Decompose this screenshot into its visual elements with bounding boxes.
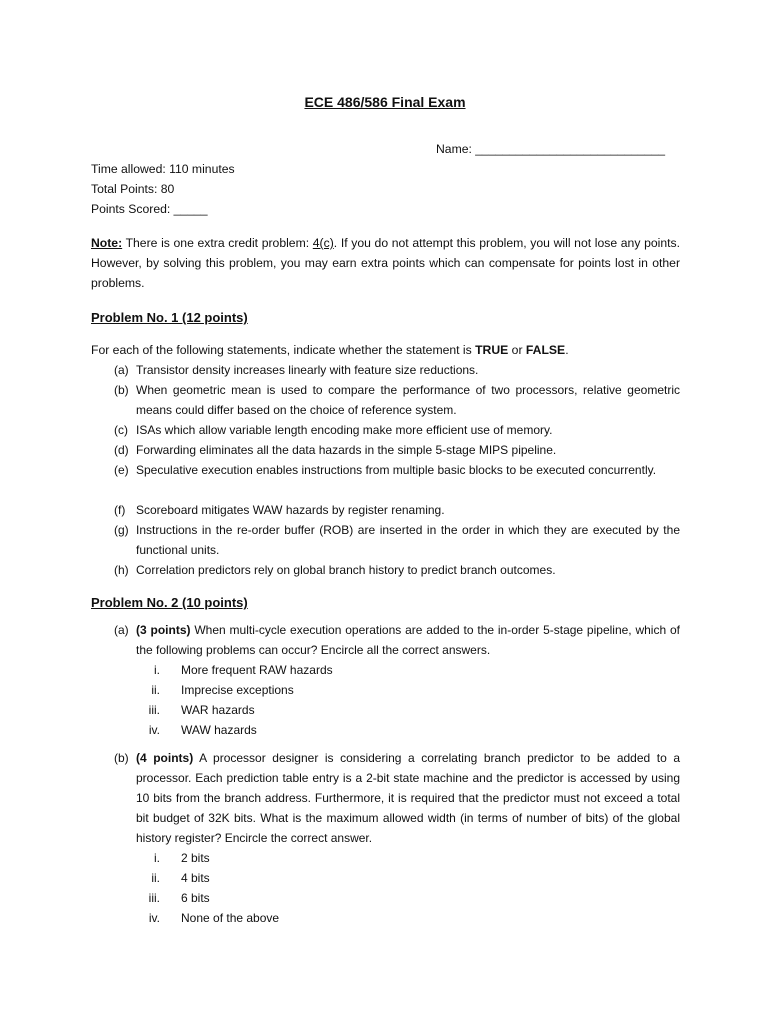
statement-label: (f) (114, 503, 126, 517)
statement-label: (c) (114, 423, 128, 437)
problem1-statement-d (114, 440, 680, 460)
problem2-part-a (114, 620, 680, 660)
part-label: (b) (114, 751, 129, 765)
option-text: None of the above (181, 911, 280, 925)
problem1-statement-f (114, 500, 680, 520)
option-number: iii. (148, 703, 160, 717)
option-number: iv. (148, 723, 160, 737)
statement-text: ISAs which allow variable length encoding make more efficient use of memory. (136, 423, 553, 437)
page-title: ECE 486/586 Final Exam (304, 94, 466, 110)
part-a-option-iv[interactable] (140, 720, 257, 740)
option-number: iv. (148, 911, 160, 925)
option-text: 2 bits (181, 851, 210, 865)
note-paragraph (91, 233, 680, 293)
statement-label: (e) (114, 463, 129, 477)
note-text-before: There is one extra credit problem: (122, 236, 313, 250)
problem1-heading: Problem No. 1 (12 points) (91, 310, 248, 325)
part-a-option-i[interactable] (140, 660, 333, 680)
statement-label: (g) (114, 523, 129, 537)
option-text: 6 bits (181, 891, 210, 905)
statement-label: (b) (114, 383, 129, 397)
option-text: Imprecise exceptions (181, 683, 294, 697)
total-points: Total Points: 80 (91, 182, 175, 196)
option-text: WAW hazards (181, 723, 257, 737)
part-points: (4 points) (136, 751, 194, 765)
option-number: iii. (148, 891, 160, 905)
statement-text: Forwarding eliminates all the data hazards in the simple 5-stage MIPS pipeline. (136, 443, 557, 457)
time-allowed: Time allowed: 110 minutes (91, 162, 235, 176)
statement-text: Instructions in the re-order buffer (ROB) are inserted in the order in which they are executed by the functional units. (136, 523, 680, 557)
problem2-part-b (114, 748, 680, 848)
option-text: 4 bits (181, 871, 210, 885)
statement-label: (d) (114, 443, 129, 457)
problem1-intro: For each of the following statements, indicate whether the statement is TRUE or FALSE. (91, 343, 569, 357)
option-text: WAR hazards (181, 703, 255, 717)
part-a-option-iii[interactable] (140, 700, 255, 720)
problem1-statement-c (114, 420, 680, 440)
name-field-label: Name: ____________________________ (436, 142, 666, 156)
problem1-statement-a (114, 360, 680, 380)
problem1-statement-g (114, 520, 680, 560)
statement-label: (a) (114, 363, 129, 377)
option-number: i. (154, 663, 160, 677)
problem1-statement-h (114, 560, 680, 580)
note-problem-ref: 4(c) (312, 236, 334, 250)
option-text: More frequent RAW hazards (181, 663, 333, 677)
false-keyword: FALSE (525, 343, 566, 357)
part-a-option-ii[interactable] (140, 680, 294, 700)
statement-text: Scoreboard mitigates WAW hazards by register renaming. (136, 503, 445, 517)
statement-text: Transistor density increases linearly with feature size reductions. (136, 363, 479, 377)
true-keyword: TRUE (475, 343, 509, 357)
statement-text: When geometric mean is used to compare the performance of two processors, relative geometric means could differ based on the choice of reference system. (136, 383, 680, 417)
part-b-option-iii[interactable] (140, 888, 210, 908)
note-label: Note: (91, 236, 123, 250)
note-text-after: . If you do not attempt this problem, you will not lose any points. However, by solving this problem, you may earn extra points which can compensate for points lost in other problems. (91, 236, 680, 290)
option-number: ii. (151, 871, 160, 885)
statement-text: Correlation predictors rely on global branch history to predict branch outcomes. (136, 563, 556, 577)
points-scored: Points Scored: _____ (91, 202, 208, 216)
problem1-statement-e (114, 460, 680, 480)
part-b-option-iv[interactable] (140, 908, 280, 928)
statement-label: (h) (114, 563, 129, 577)
part-b-option-i[interactable] (140, 848, 210, 868)
part-label: (a) (114, 623, 129, 637)
statement-text: Speculative execution enables instructions from multiple basic blocks to be executed concurrently. (136, 463, 657, 477)
part-text: (4 points) A processor designer is considering a correlating branch predictor to be added to a processor. Each prediction table entry is a 2-bit state machine and the predictor is accessed by using 10 bits from the branch address. Furthermore, it is required that the predictor must not exceed a total bit budget of 32K bits. What is the maximum allowed width (in terms of number of bits) of the global history register? Encircle the correct answer. (136, 751, 680, 845)
problem1-statement-b (114, 380, 680, 420)
option-number: ii. (151, 683, 160, 697)
option-number: i. (154, 851, 160, 865)
part-b-option-ii[interactable] (140, 868, 210, 888)
part-points: (3 points) (136, 623, 191, 637)
part-text: (3 points) When multi-cycle execution operations are added to the in-order 5-stage pipeline, which of the following problems can occur? Encircle all the correct answers. (136, 623, 680, 657)
problem2-heading: Problem No. 2 (10 points) (91, 595, 248, 610)
